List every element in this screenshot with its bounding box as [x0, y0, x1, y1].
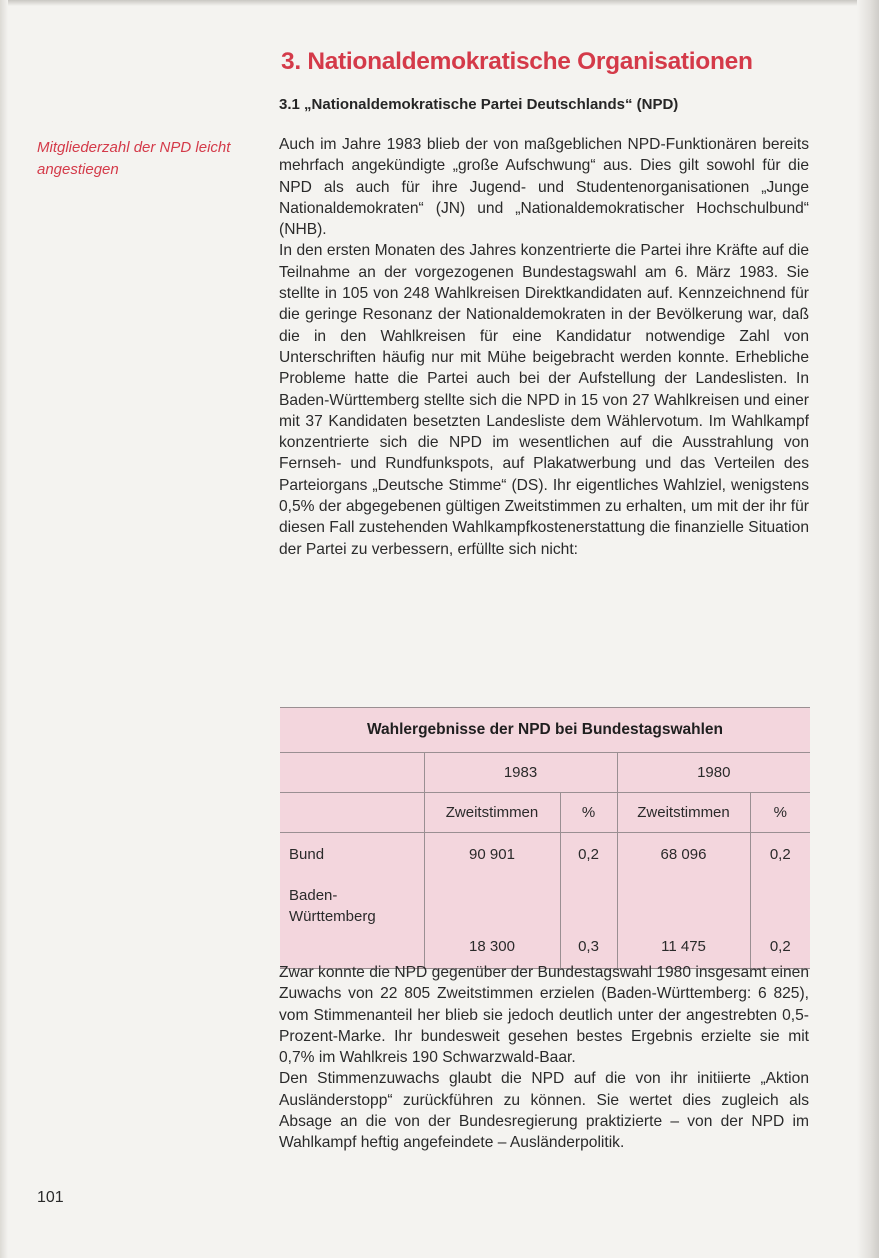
column-header-row — [280, 793, 810, 833]
body-text-top — [279, 134, 809, 560]
table-cell: 90 901 — [424, 833, 560, 876]
column-header: % — [560, 793, 617, 833]
page-right-edge — [857, 0, 879, 1258]
column-header: % — [750, 793, 810, 833]
paragraph: Zwar konnte die NPD gegenüber der Bundestagswahl 1980 insgesamt einen Zuwachs von 22 805 Zweitstimmen erzielen (Baden-Württemberg: 6 825), vom Stimmenanteil her blieb sie jedoch deutlich unter der angestrebten 0,5-Prozent-Marke. Ihr bundesweit gesehen bestes Ergebnis erzielte sie mit 0,7% im Wahlkreis 190 Schwarzwald-Baar. — [279, 964, 809, 1067]
table-title: Wahlergebnisse der NPD bei Bundestagswahlen — [280, 708, 810, 753]
table-cell: 18 300 — [424, 875, 560, 968]
column-header: Zweitstimmen — [617, 793, 750, 833]
table-cell: 0,2 — [750, 833, 810, 876]
table-row — [280, 833, 810, 876]
table-cell: 68 096 — [617, 833, 750, 876]
row-label: Baden- Württemberg — [289, 887, 376, 925]
year-header-row — [280, 753, 810, 793]
corner-cell — [280, 753, 424, 793]
corner-cell — [280, 793, 424, 833]
paragraph: Den Stimmenzuwachs glaubt die NPD auf die von ihr initiierte „Aktion Ausländerstopp“ zurückführen zu können. Sie wertet dies zugleich als Absage an die von der Bundesregierung praktizierte – von der NPD im Wahlkampf heftig angefeindete – Ausländerpolitik. — [279, 1070, 809, 1152]
election-results-table — [280, 707, 810, 969]
page-number: 101 — [37, 1189, 64, 1206]
table-row — [280, 875, 810, 968]
table-cell: 11 475 — [617, 875, 750, 968]
table-cell: 0,3 — [560, 875, 617, 968]
page-top-edge — [0, 0, 879, 6]
results-grid — [280, 753, 810, 968]
column-header: Zweitstimmen — [424, 793, 560, 833]
year-header: 1983 — [424, 753, 617, 793]
paragraph: Auch im Jahre 1983 blieb der von maßgeblichen NPD-Funktionären bereits mehrfach angekündigte „große Aufschwung“ aus. Dies gilt sowohl für die NPD als auch für ihre Jugend- und Studentenorganisationen „Junge Nationaldemokraten“ (JN) und „Nationaldemokratischer Hochschulbund“ (NHB). — [279, 136, 809, 239]
year-header: 1980 — [617, 753, 810, 793]
page-left-edge — [0, 0, 8, 1258]
table-cell: 0,2 — [560, 833, 617, 876]
chapter-title: 3. Nationaldemokratische Organisationen — [281, 48, 753, 75]
section-heading: 3.1 „Nationaldemokratische Partei Deutschlands“ (NPD) — [279, 96, 679, 113]
margin-note: Mitgliederzahl der NPD leicht angestiegen — [37, 139, 231, 178]
paragraph: In den ersten Monaten des Jahres konzentrierte die Partei ihre Kräfte auf die Teilnahme an der vorgezogenen Bundestagswahl am 6. März 1983. Sie stellte in 105 von 248 Wahlkreisen Direktkandidaten auf. Kennzeichnend für die geringe Resonanz der Nationaldemokraten in der Bevölkerung war, daß die in den Wahlkreisen für eine Kandidatur notwendige Zahl von Unterschriften häufig nur mit Mühe beigebracht werden konnte. Erhebliche Probleme hatte die Partei auch bei der Aufstellung der Landeslisten. In Baden-Württemberg stellte sich die NPD in 15 von 27 Wahlkreisen und einer mit 37 Kandidaten besetzten Landesliste dem Wählervotum. Im Wahlkampf konzentrierte sich die NPD im wesentlichen auf die Ausstrahlung von Fernseh- und Rundfunkspots, auf Plakatwerbung und das Verteilen des Parteiorgans „Deutsche Stimme“ (DS). Ihr eigentliches Wahlziel, wenigstens 0,5% der abgegebenen gültigen Zweitstimmen zu erhalten, um mit der ihr für diesen Fall zustehenden Wahlkampfkostenerstattung die finanzielle Situation der Partei zu verbessern, erfüllte sich nicht: — [279, 242, 809, 558]
table-cell: 0,2 — [750, 875, 810, 968]
body-text-bottom — [279, 962, 809, 1154]
row-label: Bund — [289, 845, 325, 863]
